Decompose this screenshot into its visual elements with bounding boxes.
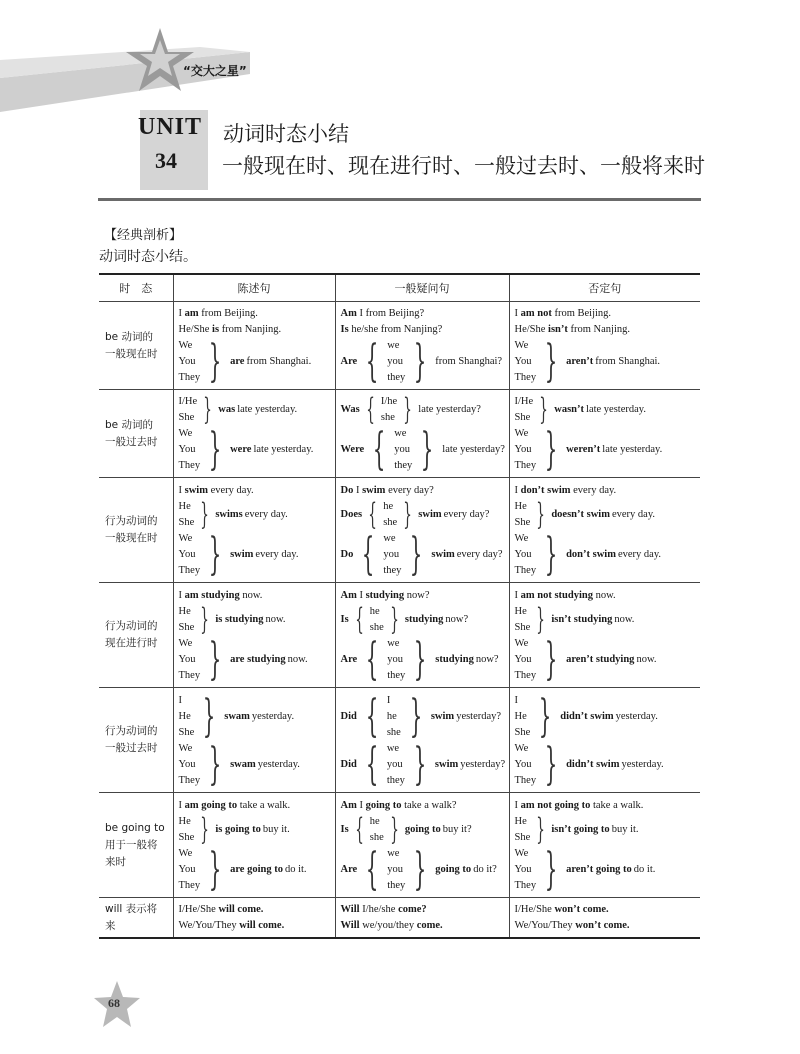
header-yes-no-question: 一般疑问句	[335, 274, 509, 302]
declarative-cell: I He She } swam yesterday. We You They } swam yesterday.	[173, 688, 335, 793]
question-cell: Am I from Beijing? Is he/she from Nanjing? Are { we you they } from Shanghai?	[335, 302, 509, 390]
unit-word: UNIT	[138, 114, 203, 140]
negative-cell: I am not studying now. He She } isn’t studying now. We You They } aren’t studying now.	[509, 583, 700, 688]
question-cell: Will I/he/she come? Will we/you/they come.	[335, 898, 509, 939]
table-row	[99, 793, 700, 898]
tense-label: 行为动词的 现在进行时	[99, 583, 173, 688]
declarative-cell: I am studying now. He She } is studying now. We You They } are studying now.	[173, 583, 335, 688]
table-row	[99, 688, 700, 793]
tense-label: be 动词的 一般现在时	[99, 302, 173, 390]
negative-cell: I He She } didn’t swim yesterday. We You They } didn’t swim yesterday.	[509, 688, 700, 793]
question-cell: Am I studying now? Is { he she } studying now? Are { we you they } studying now?	[335, 583, 509, 688]
page-number: 68	[108, 996, 120, 1010]
header-declarative: 陈述句	[173, 274, 335, 302]
question-cell: Do I swim every day? Does { he she } swim every day? Do { we you they } swim every day?	[335, 478, 509, 583]
tense-label: 行为动词的 一般过去时	[99, 688, 173, 793]
page-subtitle: 一般现在时、现在进行时、一般过去时、一般将来时	[222, 154, 705, 178]
table-row	[99, 583, 700, 688]
negative-cell: I am not going to take a walk. He She } isn’t going to buy it. We You They } aren’t going to do it.	[509, 793, 700, 898]
page-title: 动词时态小结	[223, 122, 349, 146]
question-cell: Did { I he she } swim yesterday? Did { we you they } swim yesterday?	[335, 688, 509, 793]
declarative-cell: I am from Beijing. He/She is from Nanjing. We You They } are from Shanghai.	[173, 302, 335, 390]
section-title: 【经典剖析】	[104, 228, 183, 243]
tense-summary-table	[99, 273, 700, 939]
tense-label: will 表示将 来	[99, 898, 173, 939]
declarative-cell: I/He/She will come. We/You/They will come.	[173, 898, 335, 939]
table-row	[99, 302, 700, 390]
negative-cell: I am not from Beijing. He/She isn’t from Nanjing. We You They } aren’t from Shanghai.	[509, 302, 700, 390]
tense-label: be going to 用于一般将 来时	[99, 793, 173, 898]
question-cell: Am I going to take a walk? Is { he she } going to buy it? Are { we you they } going to do it?	[335, 793, 509, 898]
intro-text: 动词时态小结。	[99, 249, 197, 265]
question-cell: Was { I/he she } late yesterday? Were { we you they } late yesterday?	[335, 390, 509, 478]
header-negative: 否定句	[509, 274, 700, 302]
brand-label: “交大之星”	[183, 64, 247, 78]
table-row	[99, 478, 700, 583]
declarative-cell: I swim every day. He She } swims every day. We You They } swim every day.	[173, 478, 335, 583]
declarative-cell: I am going to take a walk. He She } is going to buy it. We You They } are going to do it.	[173, 793, 335, 898]
table-header-row	[99, 274, 700, 302]
tense-label: be 动词的 一般过去时	[99, 390, 173, 478]
tense-label: 行为动词的 一般现在时	[99, 478, 173, 583]
negative-cell: I/He/She won’t come. We/You/They won’t come.	[509, 898, 700, 939]
table-row	[99, 390, 700, 478]
negative-cell: I don’t swim every day. He She } doesn’t swim every day. We You They } don’t swim every day.	[509, 478, 700, 583]
table-row	[99, 898, 700, 939]
header-divider	[98, 198, 701, 201]
negative-cell: I/He She } wasn’t late yesterday. We You They } weren’t late yesterday.	[509, 390, 700, 478]
unit-number: 34	[155, 148, 177, 173]
declarative-cell: I/He She } was late yesterday. We You They } were late yesterday.	[173, 390, 335, 478]
header-tense: 时 态	[99, 274, 173, 302]
